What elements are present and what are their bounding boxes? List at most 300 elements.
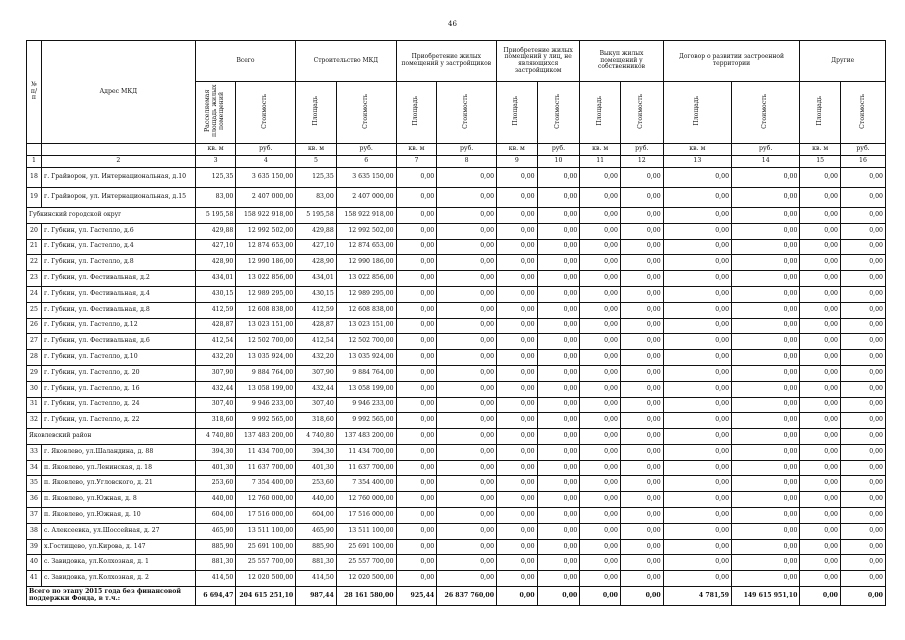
value-cell: 0,00 [396, 286, 437, 302]
value-cell: 0,00 [580, 587, 621, 606]
row-address: с. Завидовка, ул.Колхозная, д. 2 [41, 571, 195, 587]
row-address: г. Яковлево, ул.Шаландина, д. 88 [41, 444, 195, 460]
unit-cell: руб. [437, 143, 497, 155]
subheader-cell [396, 82, 437, 144]
column-number: 14 [732, 155, 800, 167]
subheader-label: Стоимость [361, 93, 369, 129]
unit-cell: кв. м [580, 143, 621, 155]
value-cell: 428,87 [195, 318, 236, 334]
value-cell: 0,00 [663, 302, 731, 318]
subheader-label: Площадь [815, 96, 823, 126]
unit-cell: руб. [336, 143, 396, 155]
row-address: г. Губкин, ул. Гастелло, д.10 [41, 350, 195, 366]
value-cell: 0,00 [437, 223, 497, 239]
value-cell: 0,00 [663, 508, 731, 524]
table-row [27, 555, 886, 571]
value-cell: 0,00 [800, 318, 841, 334]
value-cell: 0,00 [732, 302, 800, 318]
value-cell: 440,00 [296, 492, 337, 508]
value-cell: 0,00 [800, 239, 841, 255]
value-cell: 429,88 [296, 223, 337, 239]
value-cell: 0,00 [800, 460, 841, 476]
value-cell: 881,30 [296, 555, 337, 571]
value-cell: 0,00 [497, 587, 538, 606]
value-cell: 0,00 [497, 555, 538, 571]
subheader-label: Стоимость [462, 93, 470, 129]
value-cell: 26 837 760,00 [437, 587, 497, 606]
value-cell: 13 023 151,00 [336, 318, 396, 334]
value-cell: 0,00 [580, 318, 621, 334]
value-cell: 0,00 [396, 460, 437, 476]
value-cell: 0,00 [396, 350, 437, 366]
value-cell: 0,00 [620, 539, 663, 555]
value-cell: 0,00 [537, 429, 580, 445]
table-row [27, 334, 886, 350]
row-number: 22 [27, 255, 42, 271]
unit-cell: руб. [732, 143, 800, 155]
value-cell: 604,00 [296, 508, 337, 524]
subheader-label: Стоимость [761, 93, 769, 129]
value-cell: 0,00 [800, 587, 841, 606]
value-cell: 0,00 [497, 444, 538, 460]
value-cell: 0,00 [437, 207, 497, 223]
value-cell: 0,00 [800, 350, 841, 366]
column-number: 1 [27, 155, 42, 167]
value-cell: 440,00 [195, 492, 236, 508]
value-cell: 0,00 [580, 508, 621, 524]
subheader-label: Стоимость [554, 93, 562, 129]
value-cell: 0,00 [580, 286, 621, 302]
subheader-cell [732, 82, 800, 144]
subheader-label: Площадь [692, 96, 700, 126]
value-cell: 0,00 [732, 539, 800, 555]
value-cell: 0,00 [732, 571, 800, 587]
value-cell: 0,00 [620, 571, 663, 587]
value-cell: 25 557 700,00 [336, 555, 396, 571]
value-cell: 0,00 [800, 413, 841, 429]
value-cell: 0,00 [537, 167, 580, 187]
value-cell: 881,30 [195, 555, 236, 571]
value-cell: 0,00 [732, 286, 800, 302]
value-cell: 432,44 [195, 381, 236, 397]
value-cell: 0,00 [800, 187, 841, 207]
value-cell: 25 691 100,00 [336, 539, 396, 555]
value-cell: 12 760 000,00 [236, 492, 296, 508]
column-number: 10 [537, 155, 580, 167]
header-group-2: Приобретение жилых помещений у застройщиков [396, 41, 496, 82]
unit-cell: кв. м [396, 143, 437, 155]
value-cell: 0,00 [620, 365, 663, 381]
value-cell: 0,00 [800, 207, 841, 223]
value-cell: 0,00 [497, 397, 538, 413]
mkd-table [26, 40, 886, 606]
value-cell: 0,00 [580, 381, 621, 397]
value-cell: 7 354 400,00 [336, 476, 396, 492]
value-cell: 3 635 150,00 [236, 167, 296, 187]
column-number: 8 [437, 155, 497, 167]
value-cell: 13 058 199,00 [236, 381, 296, 397]
value-cell: 0,00 [437, 187, 497, 207]
value-cell: 0,00 [580, 413, 621, 429]
value-cell: 0,00 [396, 271, 437, 287]
value-cell: 0,00 [840, 460, 885, 476]
value-cell: 0,00 [840, 318, 885, 334]
value-cell: 0,00 [663, 318, 731, 334]
value-cell: 0,00 [437, 460, 497, 476]
subheader-cell [336, 82, 396, 144]
value-cell: 412,59 [195, 302, 236, 318]
row-number: 32 [27, 413, 42, 429]
value-cell: 0,00 [396, 571, 437, 587]
district-name: Губкинский городской округ [27, 207, 196, 223]
value-cell: 0,00 [732, 365, 800, 381]
value-cell: 0,00 [497, 413, 538, 429]
value-cell: 0,00 [537, 207, 580, 223]
value-cell: 83,00 [296, 187, 337, 207]
value-cell: 0,00 [437, 350, 497, 366]
value-cell: 253,60 [195, 476, 236, 492]
value-cell: 0,00 [497, 350, 538, 366]
table-row [27, 476, 886, 492]
column-number: 7 [396, 155, 437, 167]
value-cell: 0,00 [840, 476, 885, 492]
table-row [27, 187, 886, 207]
value-cell: 0,00 [580, 476, 621, 492]
value-cell: 0,00 [800, 539, 841, 555]
value-cell: 0,00 [840, 271, 885, 287]
value-cell: 13 035 924,00 [336, 350, 396, 366]
value-cell: 0,00 [800, 167, 841, 187]
subheader-cell [497, 82, 538, 144]
subheader-cell [437, 82, 497, 144]
value-cell: 0,00 [396, 492, 437, 508]
column-number-row [27, 155, 886, 167]
value-cell: 0,00 [396, 255, 437, 271]
value-cell: 0,00 [580, 302, 621, 318]
value-cell: 0,00 [497, 429, 538, 445]
value-cell: 0,00 [840, 350, 885, 366]
value-cell: 430,15 [296, 286, 337, 302]
value-cell: 0,00 [580, 365, 621, 381]
total-label: Всего по этапу 2015 года без финансовой поддержки Фонда, в т.ч.: [27, 587, 196, 606]
row-address: г. Губкин, ул. Фестивальная, д.6 [41, 334, 195, 350]
value-cell: 0,00 [800, 302, 841, 318]
value-cell: 0,00 [580, 239, 621, 255]
value-cell: 0,00 [437, 286, 497, 302]
value-cell: 0,00 [620, 350, 663, 366]
value-cell: 0,00 [840, 508, 885, 524]
value-cell: 0,00 [840, 571, 885, 587]
value-cell: 3 635 150,00 [336, 167, 396, 187]
column-number: 3 [195, 155, 236, 167]
row-number: 23 [27, 271, 42, 287]
value-cell: 4 740,80 [195, 429, 236, 445]
value-cell: 0,00 [437, 381, 497, 397]
value-cell: 0,00 [620, 587, 663, 606]
value-cell: 12 989 295,00 [336, 286, 396, 302]
value-cell: 0,00 [537, 223, 580, 239]
row-address: г. Губкин, ул. Гастелло, д. 22 [41, 413, 195, 429]
column-number: 15 [800, 155, 841, 167]
value-cell: 0,00 [396, 555, 437, 571]
value-cell: 12 874 653,00 [336, 239, 396, 255]
value-cell: 12 020 500,00 [336, 571, 396, 587]
value-cell: 0,00 [537, 523, 580, 539]
value-cell: 0,00 [620, 523, 663, 539]
value-cell: 0,00 [620, 413, 663, 429]
district-subtotal-row [27, 207, 886, 223]
value-cell: 0,00 [537, 476, 580, 492]
value-cell: 0,00 [437, 444, 497, 460]
table-row [27, 492, 886, 508]
row-number: 30 [27, 381, 42, 397]
value-cell: 0,00 [537, 492, 580, 508]
value-cell: 0,00 [840, 302, 885, 318]
table-row [27, 381, 886, 397]
column-number: 11 [580, 155, 621, 167]
value-cell: 0,00 [800, 223, 841, 239]
value-cell: 0,00 [840, 587, 885, 606]
value-cell: 12 608 838,00 [236, 302, 296, 318]
value-cell: 4 740,80 [296, 429, 337, 445]
value-cell: 307,40 [296, 397, 337, 413]
row-address: г. Грайворон, ул. Интернациональная, д.10 [41, 167, 195, 187]
value-cell: 0,00 [800, 429, 841, 445]
row-number: 24 [27, 286, 42, 302]
value-cell: 25 557 700,00 [236, 555, 296, 571]
value-cell: 0,00 [537, 187, 580, 207]
value-cell: 0,00 [732, 167, 800, 187]
value-cell: 9 992 565,00 [336, 413, 396, 429]
row-address: г. Губкин, ул. Фестивальная, д.2 [41, 271, 195, 287]
value-cell: 0,00 [396, 539, 437, 555]
row-number: 20 [27, 223, 42, 239]
header-group-5: Договор о развитии застроенной территории [663, 41, 800, 82]
row-number: 35 [27, 476, 42, 492]
row-number: 21 [27, 239, 42, 255]
value-cell: 0,00 [663, 429, 731, 445]
value-cell: 12 608 838,00 [336, 302, 396, 318]
value-cell: 0,00 [497, 207, 538, 223]
value-cell: 7 354 400,00 [236, 476, 296, 492]
value-cell: 12 502 700,00 [236, 334, 296, 350]
value-cell: 0,00 [497, 508, 538, 524]
value-cell: 0,00 [620, 255, 663, 271]
value-cell: 0,00 [663, 286, 731, 302]
value-cell: 0,00 [497, 492, 538, 508]
unit-cell: кв. м [296, 143, 337, 155]
row-address: г. Губкин, ул. Гастелло, д. 20 [41, 365, 195, 381]
value-cell: 2 407 000,00 [236, 187, 296, 207]
value-cell: 0,00 [732, 318, 800, 334]
value-cell: 0,00 [663, 476, 731, 492]
value-cell: 0,00 [580, 444, 621, 460]
value-cell: 0,00 [437, 539, 497, 555]
row-number: 33 [27, 444, 42, 460]
value-cell: 0,00 [732, 555, 800, 571]
value-cell: 0,00 [840, 413, 885, 429]
value-cell: 0,00 [732, 444, 800, 460]
value-cell: 0,00 [580, 492, 621, 508]
value-cell: 0,00 [620, 302, 663, 318]
value-cell: 2 407 000,00 [336, 187, 396, 207]
table-row [27, 167, 886, 187]
value-cell: 9 884 764,00 [336, 365, 396, 381]
value-cell: 0,00 [537, 555, 580, 571]
value-cell: 0,00 [663, 239, 731, 255]
value-cell: 0,00 [497, 523, 538, 539]
value-cell: 0,00 [732, 429, 800, 445]
value-cell: 0,00 [732, 207, 800, 223]
value-cell: 0,00 [663, 187, 731, 207]
value-cell: 0,00 [663, 571, 731, 587]
value-cell: 885,90 [195, 539, 236, 555]
value-cell: 0,00 [580, 271, 621, 287]
value-cell: 318,60 [296, 413, 337, 429]
value-cell: 0,00 [396, 302, 437, 318]
value-cell: 0,00 [840, 167, 885, 187]
row-address: г. Губкин, ул. Гастелло, д. 24 [41, 397, 195, 413]
value-cell: 0,00 [537, 318, 580, 334]
header-group-6: Другие [800, 41, 886, 82]
value-cell: 0,00 [800, 381, 841, 397]
value-cell: 5 195,58 [195, 207, 236, 223]
value-cell: 0,00 [840, 223, 885, 239]
value-cell: 0,00 [497, 460, 538, 476]
value-cell: 17 516 000,00 [236, 508, 296, 524]
value-cell: 987,44 [296, 587, 337, 606]
value-cell: 0,00 [620, 271, 663, 287]
value-cell: 13 035 924,00 [236, 350, 296, 366]
value-cell: 427,10 [296, 239, 337, 255]
value-cell: 394,30 [195, 444, 236, 460]
unit-spacer [41, 143, 195, 155]
value-cell: 0,00 [620, 429, 663, 445]
value-cell: 465,90 [296, 523, 337, 539]
value-cell: 5 195,58 [296, 207, 337, 223]
value-cell: 0,00 [663, 365, 731, 381]
row-address: п. Яковлево, ул.Южная, д. 10 [41, 508, 195, 524]
value-cell: 412,54 [195, 334, 236, 350]
value-cell: 0,00 [663, 350, 731, 366]
value-cell: 0,00 [537, 255, 580, 271]
value-cell: 428,87 [296, 318, 337, 334]
value-cell: 0,00 [396, 444, 437, 460]
table-row [27, 460, 886, 476]
value-cell: 12 990 186,00 [336, 255, 396, 271]
row-number: 37 [27, 508, 42, 524]
column-number: 12 [620, 155, 663, 167]
value-cell: 0,00 [800, 444, 841, 460]
row-number: 28 [27, 350, 42, 366]
value-cell: 414,50 [195, 571, 236, 587]
row-address: г. Губкин, ул. Гастелло, д.4 [41, 239, 195, 255]
subheader-label: Стоимость [858, 93, 866, 129]
value-cell: 0,00 [663, 444, 731, 460]
value-cell: 0,00 [437, 571, 497, 587]
value-cell: 0,00 [537, 508, 580, 524]
column-number: 2 [41, 155, 195, 167]
value-cell: 0,00 [663, 255, 731, 271]
row-number: 34 [27, 460, 42, 476]
value-cell: 11 637 700,00 [336, 460, 396, 476]
value-cell: 158 922 918,00 [336, 207, 396, 223]
value-cell: 0,00 [396, 365, 437, 381]
table-row [27, 539, 886, 555]
value-cell: 0,00 [620, 318, 663, 334]
value-cell: 0,00 [663, 460, 731, 476]
value-cell: 401,30 [296, 460, 337, 476]
value-cell: 0,00 [437, 255, 497, 271]
table-row [27, 255, 886, 271]
value-cell: 0,00 [396, 167, 437, 187]
value-cell: 0,00 [732, 187, 800, 207]
unit-cell: кв. м [800, 143, 841, 155]
value-cell: 0,00 [497, 286, 538, 302]
row-address: г. Губкин, ул. Гастелло, д. 16 [41, 381, 195, 397]
value-cell: 0,00 [663, 555, 731, 571]
value-cell: 434,01 [296, 271, 337, 287]
value-cell: 0,00 [840, 286, 885, 302]
value-cell: 0,00 [840, 429, 885, 445]
table-row [27, 271, 886, 287]
row-number: 39 [27, 539, 42, 555]
value-cell: 0,00 [620, 381, 663, 397]
value-cell: 0,00 [537, 444, 580, 460]
value-cell: 0,00 [580, 223, 621, 239]
value-cell: 465,90 [195, 523, 236, 539]
value-cell: 0,00 [732, 413, 800, 429]
value-cell: 13 511 100,00 [336, 523, 396, 539]
value-cell: 0,00 [732, 492, 800, 508]
value-cell: 12 502 700,00 [336, 334, 396, 350]
value-cell: 0,00 [663, 413, 731, 429]
value-cell: 12 760 000,00 [336, 492, 396, 508]
value-cell: 0,00 [800, 271, 841, 287]
grand-total-row [27, 587, 886, 606]
value-cell: 0,00 [620, 167, 663, 187]
value-cell: 0,00 [800, 286, 841, 302]
value-cell: 0,00 [396, 318, 437, 334]
value-cell: 0,00 [580, 539, 621, 555]
value-cell: 0,00 [732, 271, 800, 287]
value-cell: 0,00 [497, 476, 538, 492]
value-cell: 0,00 [840, 444, 885, 460]
value-cell: 0,00 [497, 334, 538, 350]
column-number: 5 [296, 155, 337, 167]
value-cell: 0,00 [437, 555, 497, 571]
value-cell: 9 884 764,00 [236, 365, 296, 381]
value-cell: 9 946 233,00 [336, 397, 396, 413]
value-cell: 428,90 [296, 255, 337, 271]
value-cell: 0,00 [437, 429, 497, 445]
value-cell: 0,00 [840, 555, 885, 571]
value-cell: 0,00 [840, 255, 885, 271]
value-cell: 0,00 [537, 239, 580, 255]
value-cell: 0,00 [620, 476, 663, 492]
value-cell: 0,00 [800, 492, 841, 508]
value-cell: 0,00 [497, 255, 538, 271]
value-cell: 149 615 951,10 [732, 587, 800, 606]
value-cell: 0,00 [663, 539, 731, 555]
value-cell: 0,00 [580, 334, 621, 350]
table-row [27, 302, 886, 318]
value-cell: 0,00 [437, 508, 497, 524]
subheader-label: Расселяемая площадь жилых помещений [204, 84, 226, 138]
value-cell: 0,00 [537, 350, 580, 366]
value-cell: 0,00 [537, 587, 580, 606]
value-cell: 12 992 502,00 [336, 223, 396, 239]
